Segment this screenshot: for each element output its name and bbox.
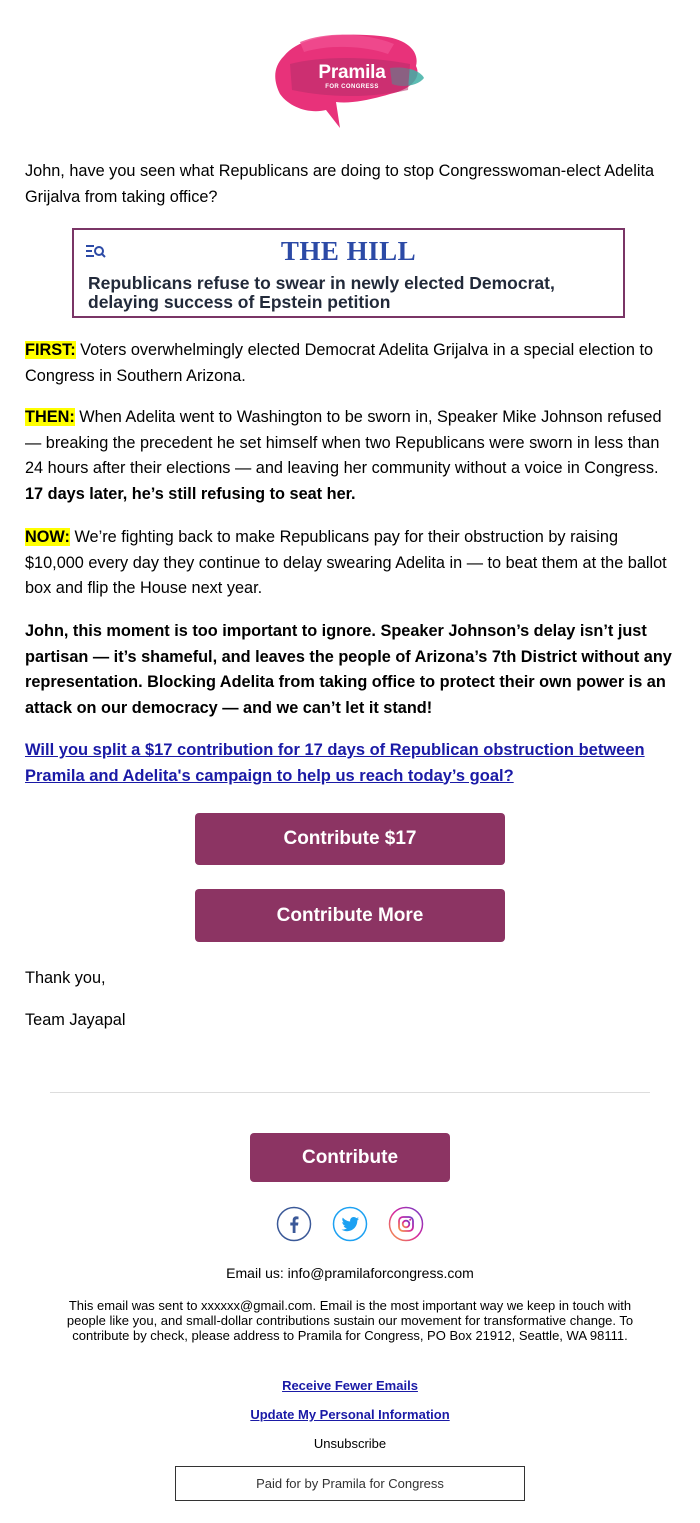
instagram-icon[interactable] [388,1206,424,1242]
unsubscribe-link[interactable]: Unsubscribe [313,1436,387,1451]
footer-disclaimer: This email was sent to xxxxxx@gmail.com. Email is the most important way we keep in touch with people like you, and small-dollar contributions sustain our movement for transformative change. To contribute by check, please address to Pramila for Congress, PO Box 21912, Seattle, WA 98111. [66,1298,634,1343]
contribution-ask-link[interactable]: Will you split a $17 contribution for 17 days of Republican obstruction between Pramila and Adelita's campaign to help us reach today’s goal? [25,741,645,785]
email-us-text: Email us: info@pramilaforcongress.com [226,1265,474,1281]
article-card[interactable] [72,228,625,318]
article-headline: Republicans refuse to swear in newly elected Democrat, delaying success of Epstein petition [88,273,555,312]
contribute-more-button[interactable]: Contribute More [195,889,505,942]
logo[interactable] [270,28,430,134]
logo-name: Pramila [318,62,386,83]
team-signature: Team Jayapal [25,1011,126,1029]
contribute-button[interactable]: Contribute [250,1133,450,1182]
now-text: We’re fighting back to make Republicans pay for their obstruction by raising $10,000 every day they continue to delay swearing Adelita in — to beat them at the ballot box and flip the House next year. [25,528,667,597]
receive-fewer-emails-link[interactable]: Receive Fewer Emails [282,1378,418,1393]
intro-text: John, have you seen what Republicans are doing to stop Congresswoman-elect Adelita Grijalva from taking office? [25,162,655,206]
contribute-17-button[interactable]: Contribute $17 [195,813,505,865]
twitter-icon[interactable] [332,1206,368,1242]
thank-you-text: Thank you, [25,969,106,987]
first-paragraph [25,338,680,389]
publication-name: THE HILL [280,236,417,266]
now-label: NOW: [25,528,70,546]
update-info-link[interactable]: Update My Personal Information [250,1407,450,1422]
then-text: When Adelita went to Washington to be sworn in, Speaker Mike Johnson refused — breaking the precedent he set himself when two Republicans were sworn in less than 24 hours after their elections — and leaving her community without a voice in Congress. [25,408,662,477]
then-label: THEN: [25,408,75,426]
now-paragraph [25,525,680,602]
appeal-text: John, this moment is too important to ignore. Speaker Johnson’s delay isn’t just partisan — it’s shameful, and leaves the people of Arizona’s 7th District without any representation. Blocking Adelita from taking office to protect their own power is an attack on our democracy — and we can’t let it stand! [25,622,672,717]
first-text: Voters overwhelmingly elected Democrat Adelita Grijalva in a special election to Congress in Southern Arizona. [25,341,654,385]
logo-tagline: FOR CONGRESS [325,84,379,90]
footer-divider [50,1092,650,1093]
then-paragraph [25,405,680,507]
first-label: FIRST: [25,341,76,359]
facebook-icon[interactable] [276,1206,312,1242]
then-bold-text: 17 days later, he’s still refusing to seat her. [25,484,356,503]
paid-for-disclaimer: Paid for by Pramila for Congress [175,1466,525,1501]
